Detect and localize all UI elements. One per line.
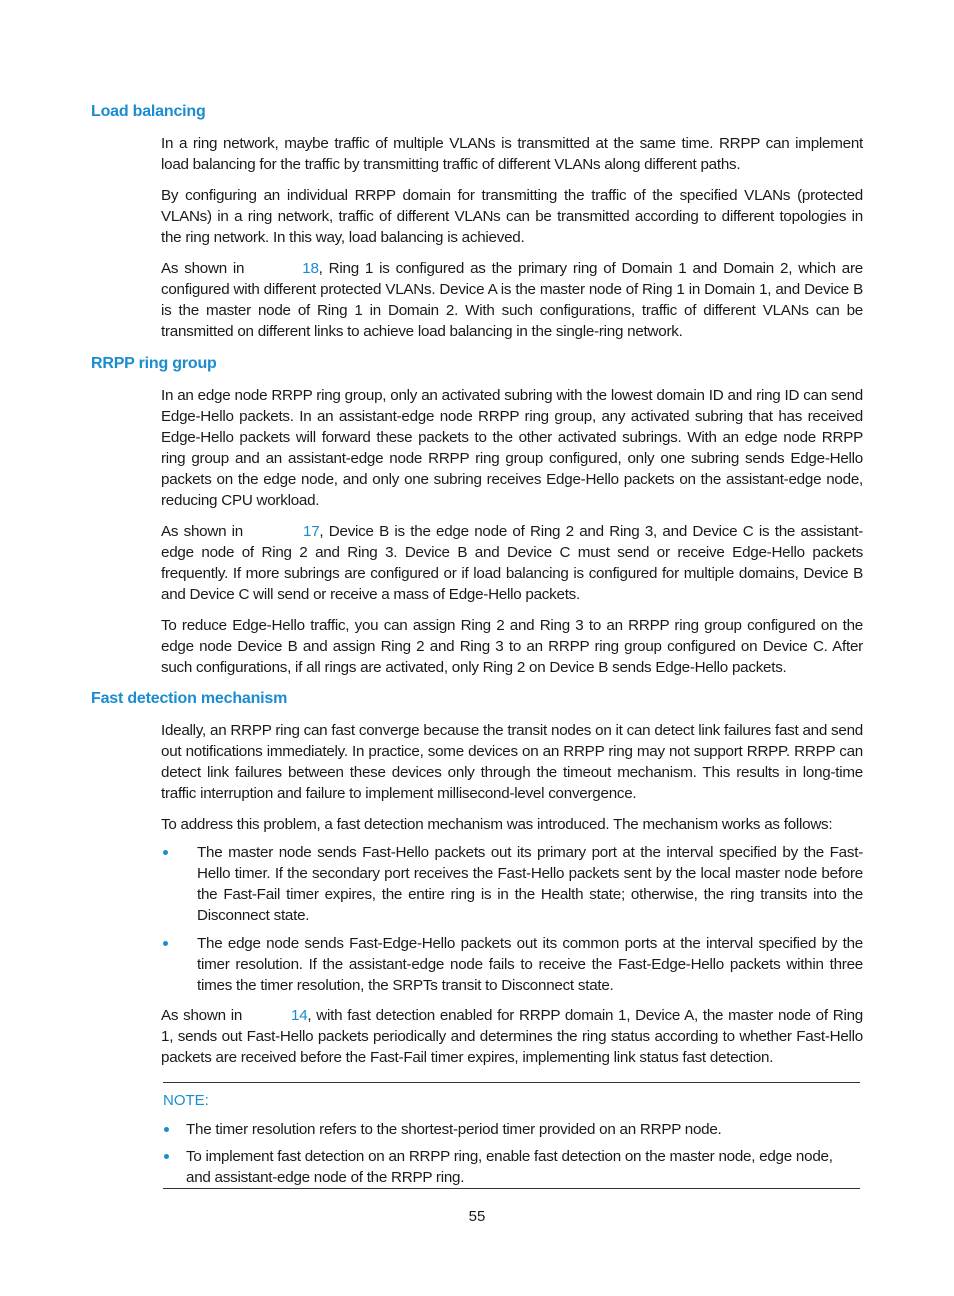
paragraph-fast-detection-2: To address this problem, a fast detection mechanism was introduced. The mechanism works as follows: <box>161 816 833 833</box>
list-item-text: To implement fast detection on an RRPP ring, enable fast detection on the master node, edge node, and assistant-edge node of the RRPP ring. <box>186 1148 833 1186</box>
figure-reference-link[interactable]: 17 <box>303 523 320 540</box>
paragraph-ring-group-3: To reduce Edge-Hello traffic, you can assign Ring 2 and Ring 3 to an RRPP ring group configured on the edge node Device B and assign Ring 2 and Ring 3 to an RRPP ring group configured on Device C. After such configurations, if all rings are activated, only Ring 2 on Device B sends Edge-Hello packets. <box>161 617 863 676</box>
heading-load-balancing: Load balancing <box>91 103 206 120</box>
heading-rrpp-ring-group: RRPP ring group <box>91 355 217 372</box>
fast-detection-bullet-list <box>161 842 863 996</box>
paragraph-load-balancing-3 <box>161 258 863 342</box>
bullet-icon <box>163 941 168 946</box>
paragraph-fast-detection-3 <box>161 1005 863 1068</box>
text-prefix: As shown in <box>161 1007 243 1024</box>
figure-reference-link[interactable]: 14 <box>291 1007 308 1024</box>
paragraph-ring-group-1: In an edge node RRPP ring group, only an activated subring with the lowest domain ID and ring ID can send Edge-Hello packets. In an assistant-edge node RRPP ring group, any activated subring that has received Edge-Hello packets will forward these packets to the other activated subrings. With an edge node RRPP ring group and an assistant-edge node RRPP ring group configured, only one subring sends Edge-Hello packets on the edge node, and only one subring receives Edge-Hello packets on the assistant-edge node, reducing CPU workload. <box>161 387 863 509</box>
paragraph-fast-detection-1: Ideally, an RRPP ring can fast converge because the transit nodes on it can detect link failures fast and send out notifications immediately. In practice, some devices on an RRPP ring may not support RRPP. RRPP can detect link failures between these devices only through the timeout mechanism. This results in long-time traffic interruption and failure to implement millisecond-level convergence. <box>161 722 863 802</box>
note-list <box>163 1119 860 1194</box>
figure-reference-link[interactable]: 18 <box>302 260 319 277</box>
text-prefix: As shown in <box>161 260 245 277</box>
list-item <box>161 933 863 996</box>
bullet-icon <box>163 850 168 855</box>
text-rest: , Ring 1 is configured as the primary ring of Domain 1 and Domain 2, which are configured with different protected VLANs. Device A is the master node of Ring 1 in Domain 1, and Device B is the master node of Ring 1 in Domain 2. With such configurations, traffic of different VLANs can be transmitted on different links to achieve load balancing in the single-ring network. <box>161 260 863 340</box>
list-item-text: The timer resolution refers to the shortest-period timer provided on an RRPP node. <box>186 1121 722 1138</box>
bullet-icon <box>164 1127 169 1132</box>
note-label: NOTE: <box>163 1092 209 1109</box>
paragraph-ring-group-2 <box>161 521 863 605</box>
text-rest: , Device B is the edge node of Ring 2 and Ring 3, and Device C is the assistant-edge node of Ring 2 and Ring 3. Device B and Device C must send or receive Edge-Hello packets frequently. If more subrings are configured or if load balancing is configured for multiple domains, Device B and Device C will send or receive a mass of Edge-Hello packets. <box>161 523 863 603</box>
bullet-icon <box>164 1154 169 1159</box>
list-item <box>163 1119 860 1140</box>
list-item <box>161 842 863 926</box>
text-prefix: As shown in <box>161 523 244 540</box>
heading-fast-detection: Fast detection mechanism <box>91 690 288 707</box>
list-item-text: The master node sends Fast-Hello packets out its primary port at the interval specified by the Fast-Hello timer. If the secondary port receives the Fast-Hello packets sent by the local master node before the Fast-Fail timer expires, the entire ring is in the Health state; otherwise, the ring transits into the Disconnect state. <box>197 844 863 924</box>
note-box <box>163 1082 860 1189</box>
paragraph-load-balancing-2: By configuring an individual RRPP domain for transmitting the traffic of the specified VLANs (protected VLANs) in a ring network, traffic of different VLANs can be transmitted according to different topologies in the ring network. In this way, load balancing is achieved. <box>161 187 863 246</box>
text-rest: , with fast detection enabled for RRPP domain 1, Device A, the master node of Ring 1, sends out Fast-Hello packets periodically and determines the ring status according to whether Fast-Hello packets are received before the Fast-Fail timer expires, implementing link status fast detection. <box>161 1007 863 1066</box>
paragraph-load-balancing-1: In a ring network, maybe traffic of multiple VLANs is transmitted at the same time. RRPP can implement load balancing for the traffic by transmitting traffic of different VLANs along different paths. <box>161 135 863 173</box>
list-item <box>163 1146 860 1188</box>
list-item-text: The edge node sends Fast-Edge-Hello packets out its common ports at the interval specified by the timer resolution. If the assistant-edge node fails to receive the Fast-Edge-Hello packets within three times the timer resolution, the SRPTs transit to Disconnect state. <box>197 935 863 994</box>
page-number: 55 <box>468 1208 486 1225</box>
